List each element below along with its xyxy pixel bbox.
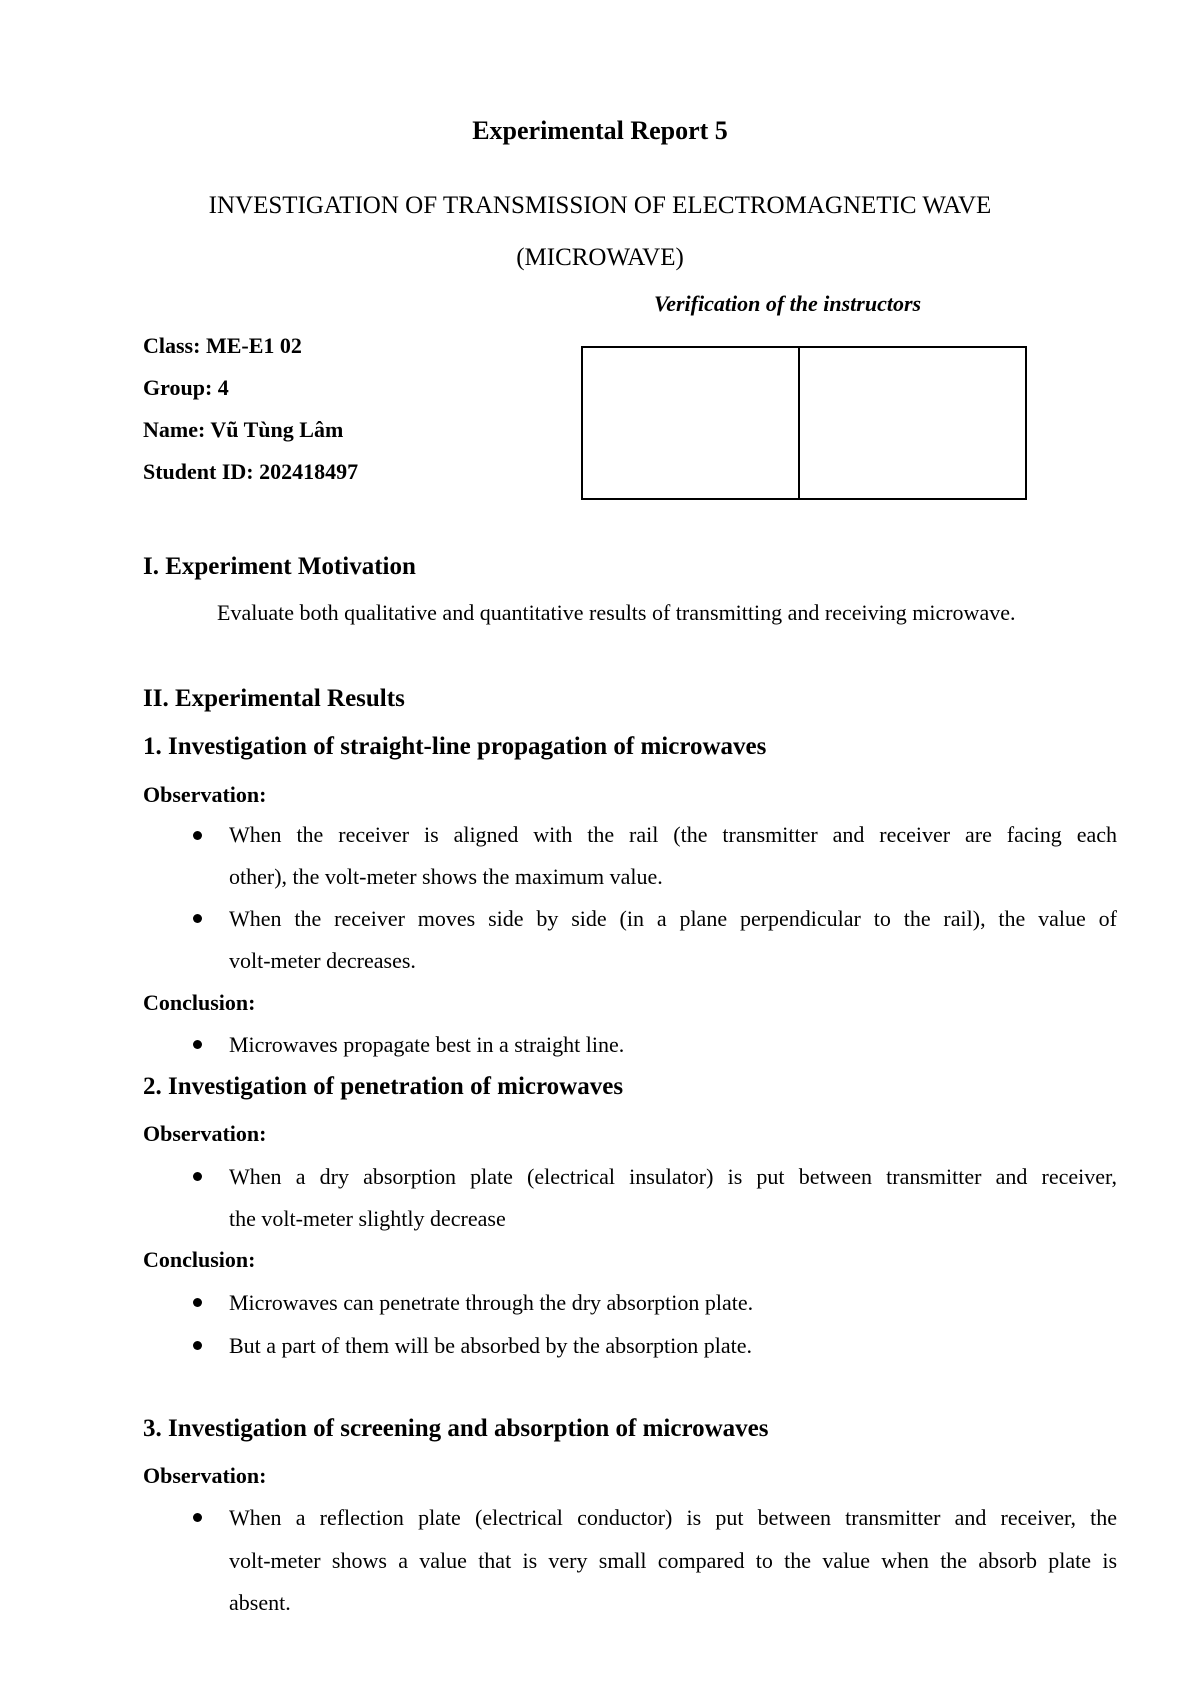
obs-3-1-line3: absent.	[229, 1590, 291, 1615]
obs-1-2-line2: volt-meter decreases.	[229, 948, 416, 973]
report-title: Experimental Report 5	[472, 116, 728, 145]
obs-2-1-line1: When a dry absorption plate (electrical insulator) is put between transmitter and receiver,	[229, 1164, 1117, 1189]
section-heading-motivation: I. Experiment Motivation	[143, 553, 416, 580]
observation-label-3: Observation:	[143, 1463, 267, 1488]
verification-cell-1	[583, 348, 800, 498]
bullet-icon	[193, 831, 202, 840]
observation-label-2: Observation:	[143, 1121, 267, 1146]
section-heading-results: II. Experimental Results	[143, 685, 405, 712]
bullet-icon	[193, 1341, 202, 1350]
report-subtitle-line2: (MICROWAVE)	[516, 244, 684, 271]
bullet-icon	[193, 914, 202, 923]
name-info: Name: Vũ Tùng Lâm	[143, 417, 344, 442]
bullet-icon	[193, 1513, 202, 1522]
observation-label-1: Observation:	[143, 782, 267, 807]
obs-1-2-line1: When the receiver moves side by side (in a plane perpendicular to the rail), the value of	[229, 906, 1117, 931]
subsection-heading-3: 3. Investigation of screening and absorption of microwaves	[143, 1415, 769, 1442]
verification-cell-2	[800, 348, 1025, 498]
obs-1-1-line2: other), the volt-meter shows the maximum value.	[229, 864, 663, 889]
conc-2-2: But a part of them will be absorbed by the absorption plate.	[229, 1333, 752, 1358]
report-subtitle-line1: INVESTIGATION OF TRANSMISSION OF ELECTROMAGNETIC WAVE	[208, 192, 992, 219]
obs-1-1-line1: When the receiver is aligned with the rail (the transmitter and receiver are facing each	[229, 822, 1117, 847]
bullet-icon	[193, 1298, 202, 1307]
bullet-icon	[193, 1040, 202, 1049]
conclusion-label-1: Conclusion:	[143, 990, 256, 1015]
verification-label: Verification of the instructors	[654, 291, 922, 316]
obs-2-1-line2: the volt-meter slightly decrease	[229, 1206, 506, 1231]
conclusion-label-2: Conclusion:	[143, 1247, 256, 1272]
group-info: Group: 4	[143, 375, 229, 400]
obs-3-1-line2: volt-meter shows a value that is very small compared to the value when the absorb plate is	[229, 1548, 1117, 1573]
student-id-info: Student ID: 202418497	[143, 459, 359, 484]
subsection-heading-1: 1. Investigation of straight-line propagation of microwaves	[143, 733, 767, 760]
bullet-icon	[193, 1172, 202, 1181]
conc-2-1: Microwaves can penetrate through the dry absorption plate.	[229, 1290, 754, 1315]
verification-box	[581, 346, 1027, 500]
conc-1-1: Microwaves propagate best in a straight line.	[229, 1032, 625, 1057]
class-info: Class: ME-E1 02	[143, 333, 302, 358]
subsection-heading-2: 2. Investigation of penetration of microwaves	[143, 1073, 624, 1100]
motivation-text: Evaluate both qualitative and quantitative results of transmitting and receiving microwave.	[217, 600, 1016, 625]
obs-3-1-line1: When a reflection plate (electrical conductor) is put between transmitter and receiver, the	[229, 1505, 1117, 1530]
